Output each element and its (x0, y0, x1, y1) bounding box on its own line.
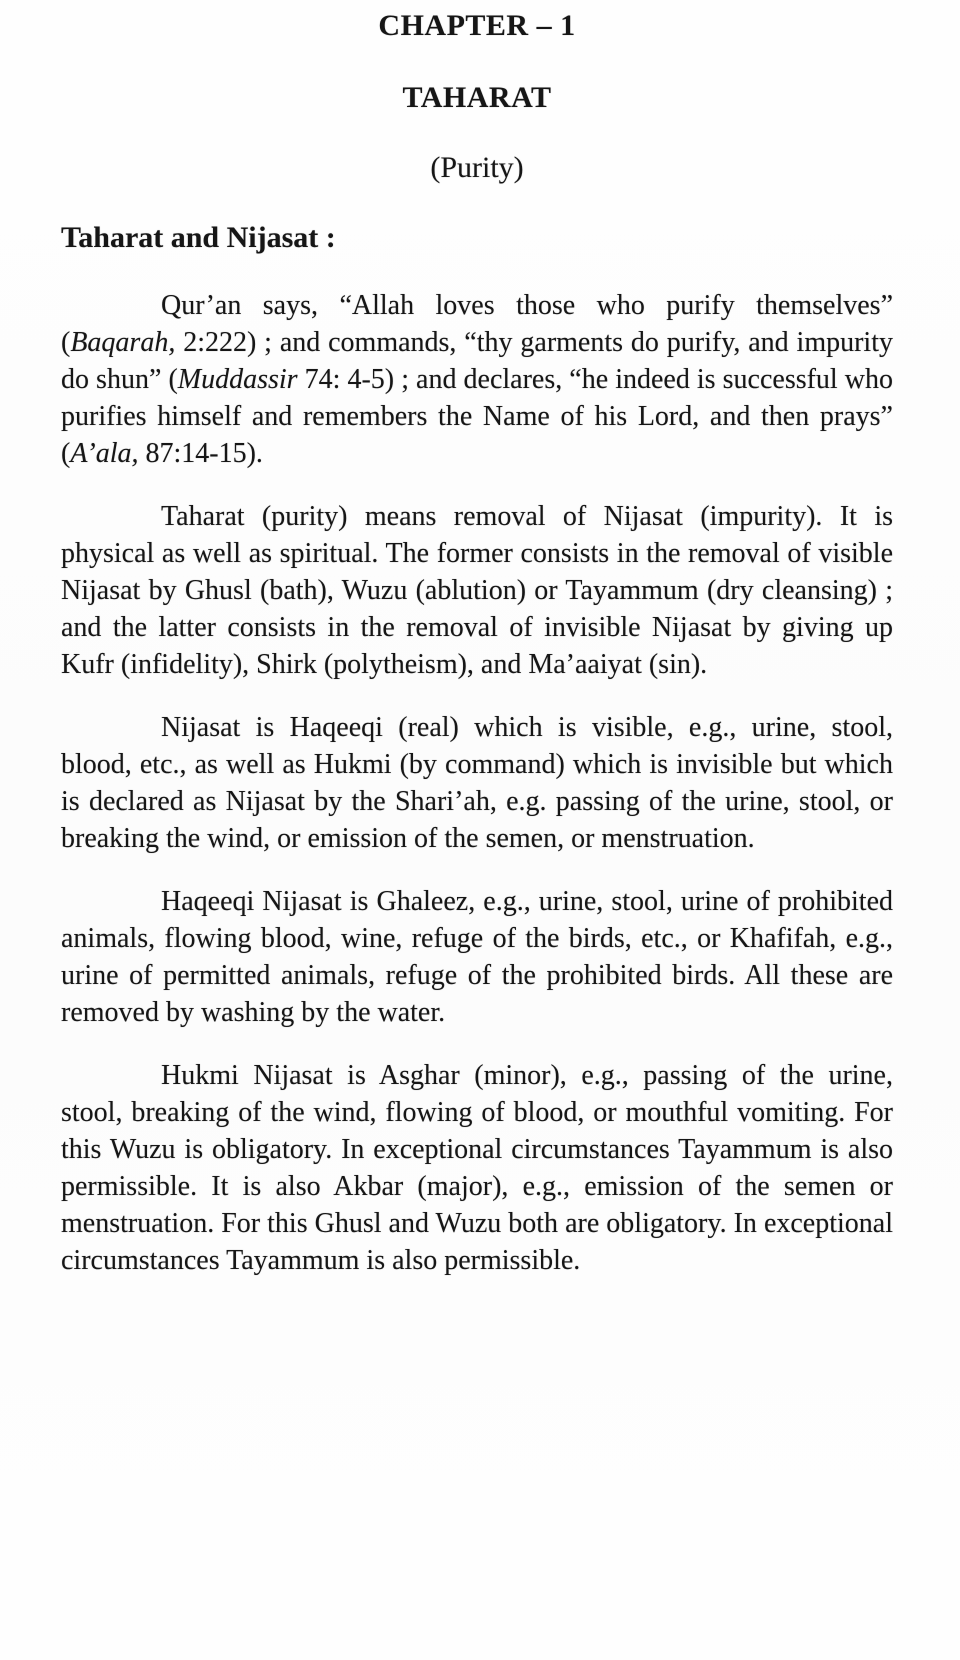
paragraph-text: Qur’an says, “Allah loves those who purify themselves” ( (61, 290, 893, 358)
chapter-title: TAHARAT (402, 81, 552, 114)
italic-citation: Muddassir (177, 364, 298, 395)
body-paragraph (61, 709, 893, 857)
paragraph-text: 87:14-15). (138, 438, 263, 469)
section-heading: Taharat and Nijasat : (61, 221, 336, 254)
body-paragraph (61, 883, 893, 1031)
body-paragraph (61, 498, 893, 683)
chapter-heading: CHAPTER – 1 (378, 9, 576, 42)
italic-citation: Baqarah, (70, 327, 176, 358)
paragraph-text: Hukmi Nijasat is Asghar (minor), e.g., passing of the urine, stool, breaking of the wind, flowing of blood, or mouthful vomiting. For this Wuzu is obligatory. In exceptional circumstances Tayammum is also permissible. It is also Akbar (major), e.g., emission of the semen or menstruation. For this Ghusl and Wuzu both are obligatory. In exceptional circumstances Tayammum is also permissible. (61, 1060, 893, 1276)
paragraph-text: Nijasat is Haqeeqi (real) which is visible, e.g., urine, stool, blood, etc., as well as Hukmi (by command) which is invisible but which is declared as Nijasat by the Shari’ah, e.g. passing of the urine, stool, or breaking the wind, or emission of the semen, or menstruation. (61, 712, 893, 854)
paragraph-text: Haqeeqi Nijasat is Ghaleez, e.g., urine, stool, urine of prohibited animals, flowing blood, wine, refuge of the birds, etc., or Khafifah, e.g., urine of permitted animals, refuge of the prohibited birds. All these are removed by washing by the water. (61, 886, 893, 1028)
paragraph-text: Taharat (purity) means removal of Nijasat (impurity). It is physical as well as spiritual. The former consists in the removal of visible Nijasat by Ghusl (bath), Wuzu (ablution) or Tayammum (dry cleansing) ; and the latter consists in the removal of invisible Nijasat by giving up Kufr (infidelity), Shirk (polytheism), and Ma’aaiyat (sin). (61, 501, 893, 680)
paragraph-text: 2:222) ; and commands, “thy garments do purify, and impurity do shun” ( (61, 327, 893, 395)
body-paragraph (61, 1057, 893, 1279)
italic-citation: A’ala, (70, 438, 139, 469)
body-paragraph (61, 287, 893, 472)
body-paragraphs (61, 287, 893, 1279)
paragraph-text: 74: 4-5) ; and declares, “he indeed is successful who purifies himself and remembers the Name of his Lord, and then prays” ( (61, 364, 893, 469)
chapter-subtitle: (Purity) (430, 151, 524, 184)
